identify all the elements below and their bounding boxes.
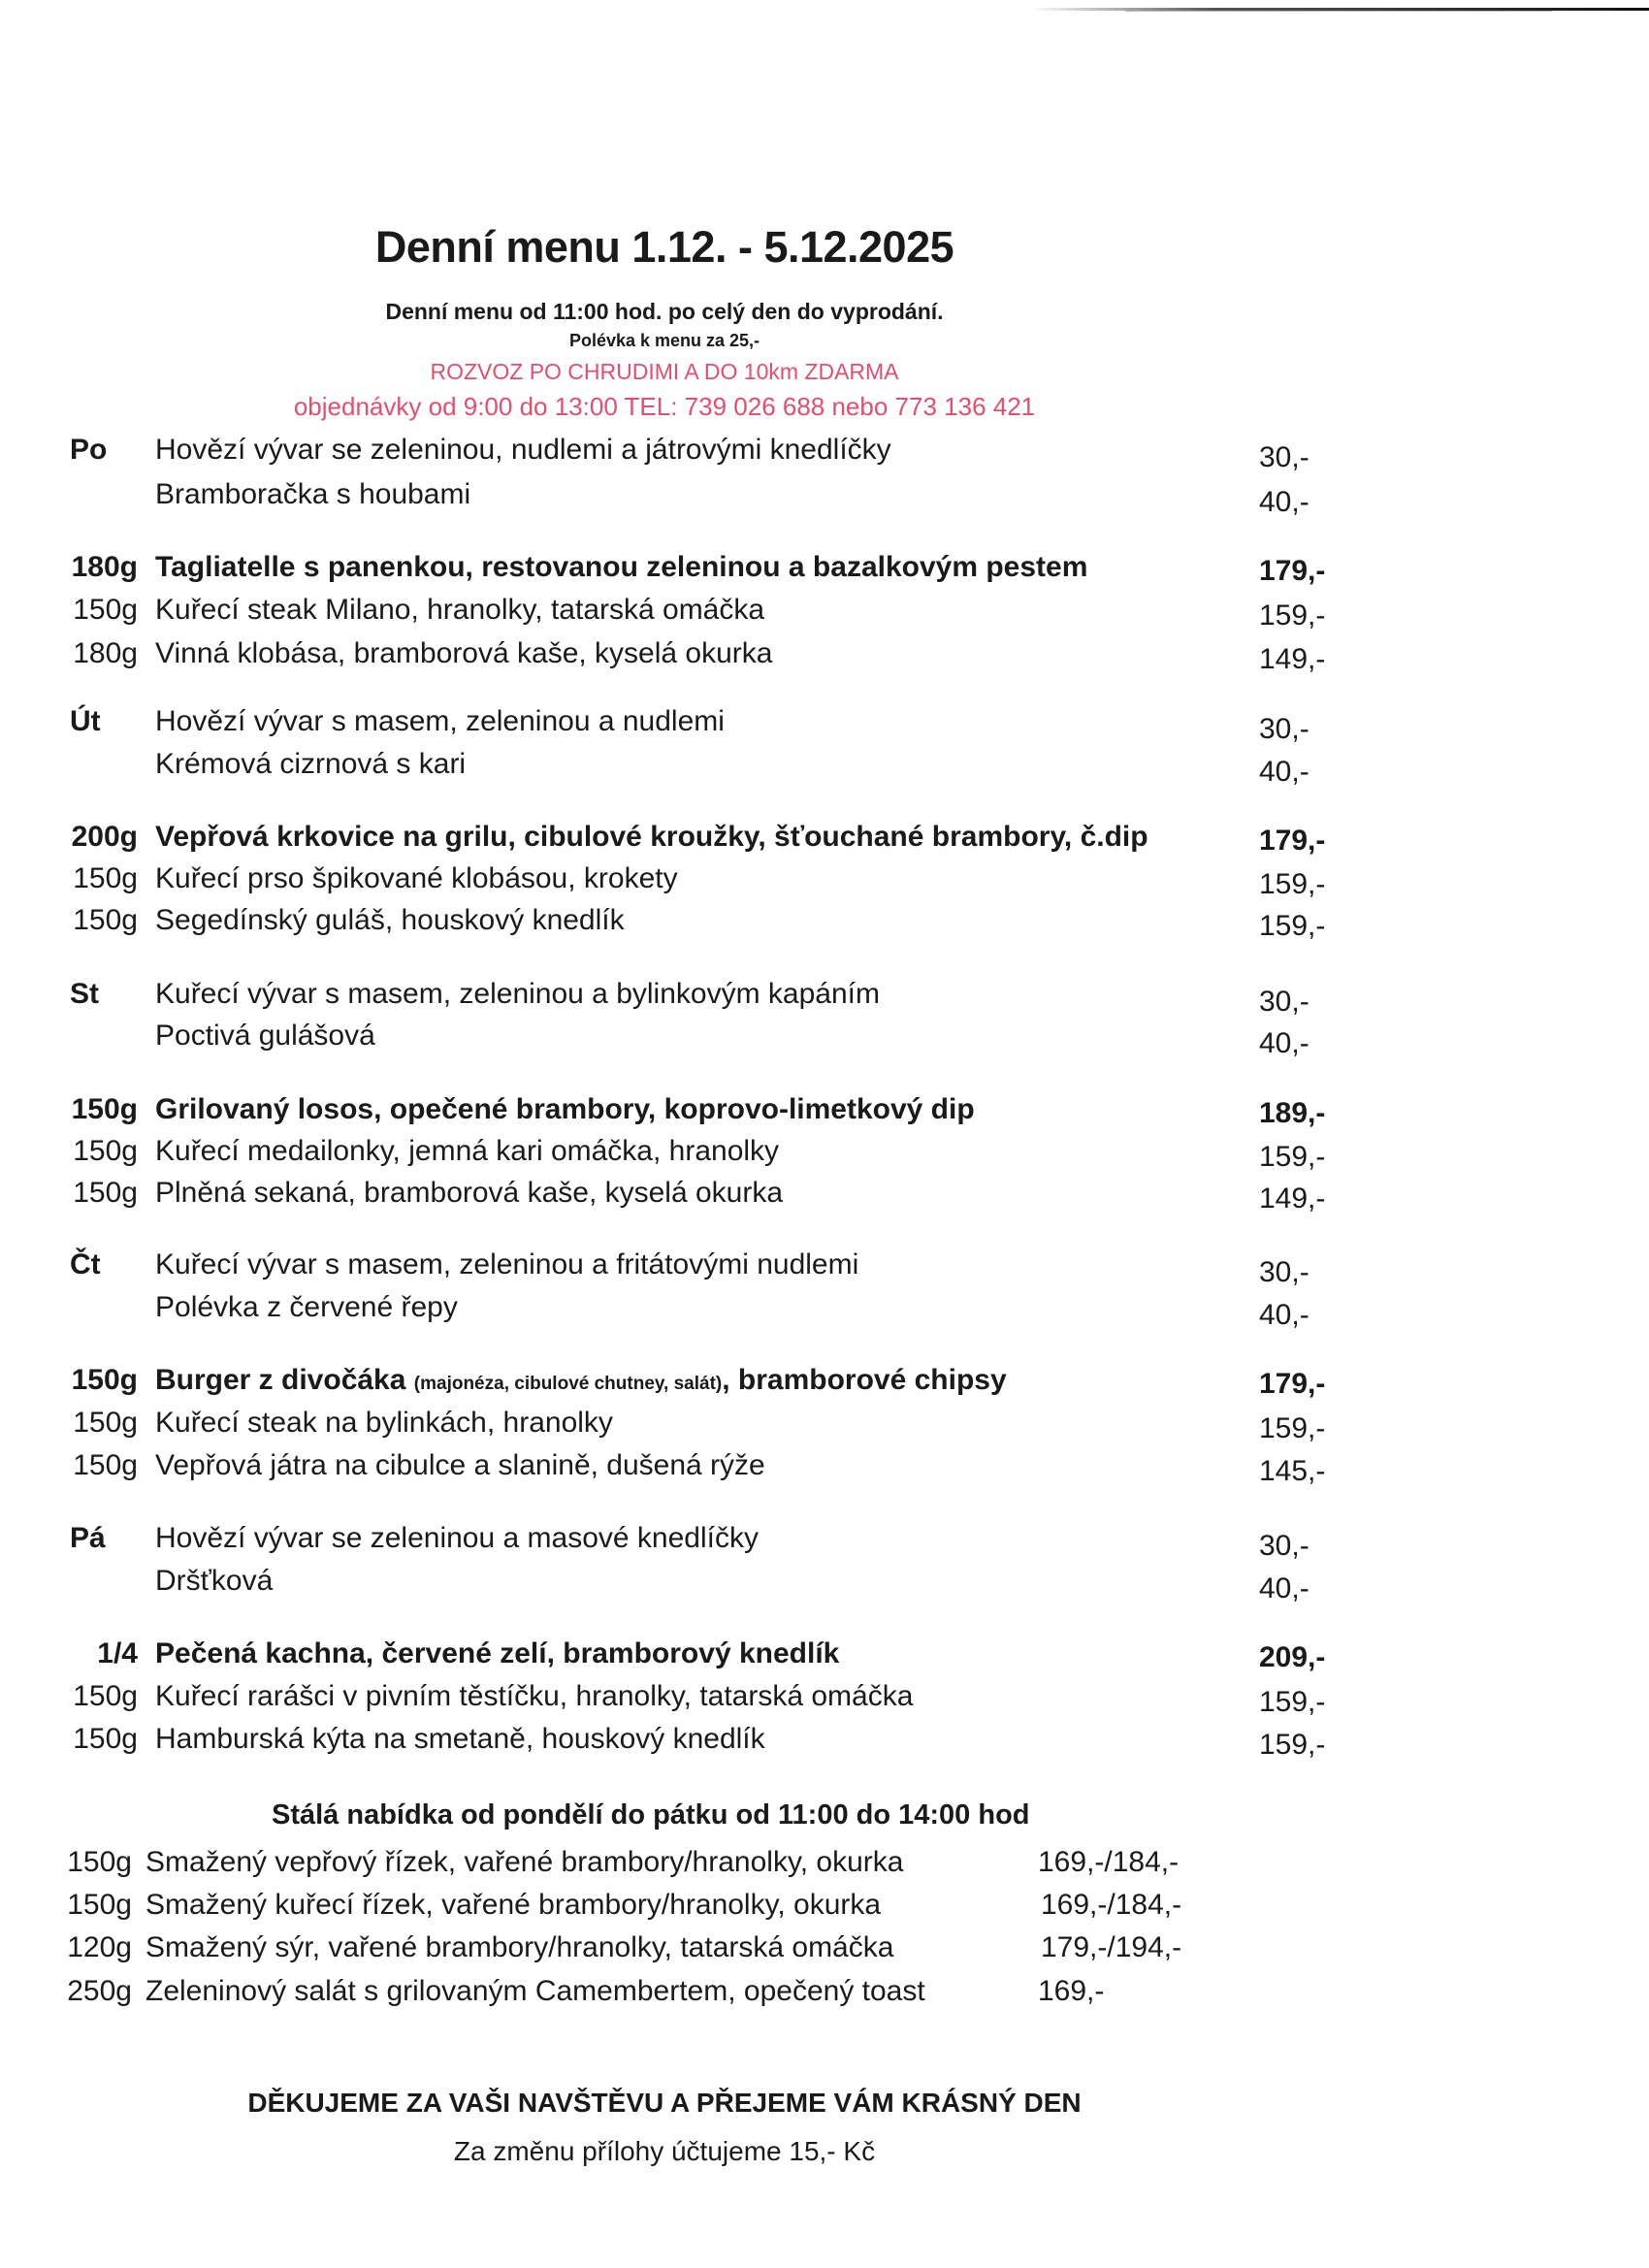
dish-price: 179,- <box>1259 825 1326 857</box>
delivery-note: ROZVOZ PO CHRUDIMI A DO 10km ZDARMA <box>430 359 899 384</box>
soup-row <box>0 475 1358 518</box>
dish-price: 40,- <box>1259 1572 1310 1604</box>
dish-name: Dršťková <box>155 1565 274 1597</box>
dish-weight: 150g <box>73 862 138 894</box>
day-label: Čt <box>70 1248 101 1280</box>
dish-name: Vinná klobása, bramborová kaše, kyselá okurka <box>155 637 773 669</box>
dish-weight: 250g <box>67 1975 132 2007</box>
main-row <box>0 634 1358 673</box>
dish-weight: 1/4 <box>97 1637 138 1669</box>
menu-header <box>0 218 1329 422</box>
dish-price: 149,- <box>1259 643 1326 675</box>
dish-weight: 180g <box>71 551 138 583</box>
order-contact: objednávky od 9:00 do 13:00 TEL: 739 026 688 nebo 773 136 421 <box>293 392 1036 421</box>
permanent-item <box>0 1928 1261 1967</box>
soup-row <box>0 702 1358 745</box>
dish-price: 145,- <box>1259 1455 1326 1487</box>
dish-name: Vepřová játra na cibulce a slanině, dušená rýže <box>155 1449 765 1481</box>
dish-price: 40,- <box>1259 756 1310 788</box>
soup-row <box>0 1562 1358 1604</box>
main-row-featured <box>0 818 1358 857</box>
dish-price: 169,-/184,- <box>1041 1889 1182 1921</box>
dish-price: 179,- <box>1259 1368 1326 1400</box>
day-label: St <box>70 978 99 1010</box>
dish-name: Smažený sýr, vařené brambory/hranolky, tatarská omáčka <box>146 1931 894 1963</box>
dish-price: 189,- <box>1259 1097 1326 1129</box>
soup-row <box>0 1246 1358 1288</box>
dish-price: 159,- <box>1259 1686 1326 1718</box>
dish-name: Plněná sekaná, bramborová kaše, kyselá okurka <box>155 1177 784 1209</box>
page-title: Denní menu 1.12. - 5.12.2025 <box>374 222 954 272</box>
dish-price: 40,- <box>1259 1027 1310 1059</box>
dish-price: 179,-/194,- <box>1041 1931 1182 1963</box>
permanent-item <box>0 1886 1261 1925</box>
dish-name: Hamburská kýta na smetaně, houskový knedlík <box>155 1723 765 1755</box>
dish-price: 30,- <box>1259 1256 1310 1288</box>
dish-weight: 150g <box>67 1889 132 1921</box>
dish-weight: 150g <box>73 1135 138 1167</box>
dish-price: 159,- <box>1259 910 1326 942</box>
dish-name: Krémová cizrnová s kari <box>155 748 467 780</box>
dish-price: 159,- <box>1259 1141 1326 1173</box>
dish-price: 40,- <box>1259 486 1310 518</box>
main-row <box>0 1404 1358 1442</box>
dish-price: 179,- <box>1259 555 1326 587</box>
scan-edge-line <box>1125 11 1552 12</box>
dish-weight: 150g <box>67 1846 132 1878</box>
dish-price: 30,- <box>1259 441 1310 473</box>
main-row-featured <box>0 548 1358 587</box>
dish-name: Kuřecí rarášci v pivním těstíčku, hranolky, tatarská omáčka <box>155 1680 914 1712</box>
dish-name: Kuřecí vývar s masem, zeleninou a bylinkovým kapáním <box>155 978 880 1010</box>
permanent-item <box>0 1843 1261 1882</box>
main-row <box>0 1132 1358 1171</box>
dish-weight: 200g <box>71 821 138 853</box>
dish-price: 159,- <box>1259 1729 1326 1761</box>
dish-name: Pečená kachna, červené zelí, bramborový knedlík <box>155 1637 840 1669</box>
dish-price: 159,- <box>1259 599 1326 632</box>
dish-price: 209,- <box>1259 1641 1326 1673</box>
dish-side: , bramborové chipsy <box>722 1364 1007 1396</box>
soup-row <box>0 1017 1358 1059</box>
dish-name: Smažený kuřecí řízek, vařené brambory/hranolky, okurka <box>146 1889 882 1921</box>
permanent-item <box>0 1972 1261 2011</box>
dish-price: 40,- <box>1259 1299 1310 1331</box>
soup-row <box>0 975 1358 1018</box>
main-row-featured <box>0 1361 1358 1400</box>
dish-price: 30,- <box>1259 1530 1310 1562</box>
dish-name: Grilovaný losos, opečené brambory, koprovo-limetkový dip <box>155 1093 975 1125</box>
dish-name: Kuřecí steak Milano, hranolky, tatarská omáčka <box>155 594 765 626</box>
day-label: Pá <box>70 1522 106 1554</box>
dish-weight: 150g <box>71 1364 138 1396</box>
dish-weight: 150g <box>71 1093 138 1125</box>
dish-price: 30,- <box>1259 713 1310 745</box>
dish-name: Zeleninový salát s grilovaným Camembertem, opečený toast <box>146 1975 925 2007</box>
dish-weight: 150g <box>73 1449 138 1481</box>
thank-you-note: DĚKUJEME ZA VAŠI NAVŠTĚVU A PŘEJEME VÁM KRÁSNÝ DEN <box>247 2088 1082 2118</box>
main-row <box>0 591 1358 630</box>
main-row <box>0 1174 1358 1213</box>
dish-weight: 180g <box>73 637 138 669</box>
dish-name: Hovězí vývar s masem, zeleninou a nudlemi <box>155 705 725 737</box>
dish-name: Segedínský guláš, houskový knedlík <box>155 904 625 936</box>
dish-weight: 150g <box>73 1177 138 1209</box>
main-row-featured <box>0 1635 1358 1673</box>
dish-weight: 150g <box>73 1723 138 1755</box>
main-row <box>0 859 1358 898</box>
dish-weight: 150g <box>73 594 138 626</box>
soup-row <box>0 1288 1358 1331</box>
menu-footer <box>0 2086 1329 2169</box>
main-row <box>0 1446 1358 1485</box>
dish-name: Bramboračka s houbami <box>155 478 471 510</box>
main-row-featured <box>0 1090 1358 1129</box>
dish-price: 169,-/184,- <box>1038 1846 1180 1878</box>
dish-name: Hovězí vývar se zeleninou a masové knedlíčky <box>155 1522 759 1554</box>
dish-name-main: Burger z divočáka <box>155 1364 406 1396</box>
dish-ingredients: (majonéza, cibulové chutney, salát) <box>413 1374 723 1394</box>
permanent-offer-heading: Stálá nabídka od pondělí do pátku od 11:00 do 14:00 hod <box>272 1799 1030 1831</box>
main-row <box>0 1677 1358 1716</box>
dish-name: Tagliatelle s panenkou, restovanou zeleninou a bazalkovým pestem <box>155 551 1088 583</box>
dish-name: Vepřová krkovice na grilu, cibulové kroužky, šťouchané brambory, č.dip <box>155 821 1148 853</box>
side-change-note: Za změnu přílohy účtujeme 15,- Kč <box>453 2136 876 2166</box>
serving-hours: Denní menu od 11:00 hod. po celý den do vyprodání. <box>385 299 944 324</box>
dish-weight: 150g <box>73 1407 138 1439</box>
soup-row <box>0 745 1358 788</box>
dish-weight: 120g <box>67 1931 132 1963</box>
dish-price: 149,- <box>1259 1183 1326 1215</box>
dish-name: Smažený vepřový řízek, vařené brambory/hranolky, okurka <box>146 1846 904 1878</box>
dish-name: Kuřecí vývar s masem, zeleninou a fritátovými nudlemi <box>155 1248 859 1280</box>
dish-weight: 150g <box>73 1680 138 1712</box>
dish-name <box>155 1361 1007 1404</box>
dish-name: Poctivá gulášová <box>155 1020 375 1052</box>
dish-name: Polévka z červené řepy <box>155 1291 458 1323</box>
dish-name: Hovězí vývar se zeleninou, nudlemi a játrovými knedlíčky <box>155 434 891 466</box>
soup-note: Polévka k menu za 25,- <box>568 331 760 350</box>
dish-name: Kuřecí steak na bylinkách, hranolky <box>155 1407 613 1439</box>
dish-name: Kuřecí medailonky, jemná kari omáčka, hranolky <box>155 1135 780 1167</box>
dish-price: 159,- <box>1259 868 1326 900</box>
main-row <box>0 1720 1358 1759</box>
day-label: Út <box>70 705 101 737</box>
dish-price: 30,- <box>1259 986 1310 1018</box>
dish-name: Kuřecí prso špikované klobásou, krokety <box>155 862 678 894</box>
soup-row <box>0 431 1358 473</box>
main-row <box>0 901 1358 940</box>
dish-price: 169,- <box>1038 1975 1105 2007</box>
dish-weight: 150g <box>73 904 138 936</box>
dish-price: 159,- <box>1259 1412 1326 1444</box>
day-label: Po <box>70 434 108 466</box>
soup-row <box>0 1519 1358 1562</box>
